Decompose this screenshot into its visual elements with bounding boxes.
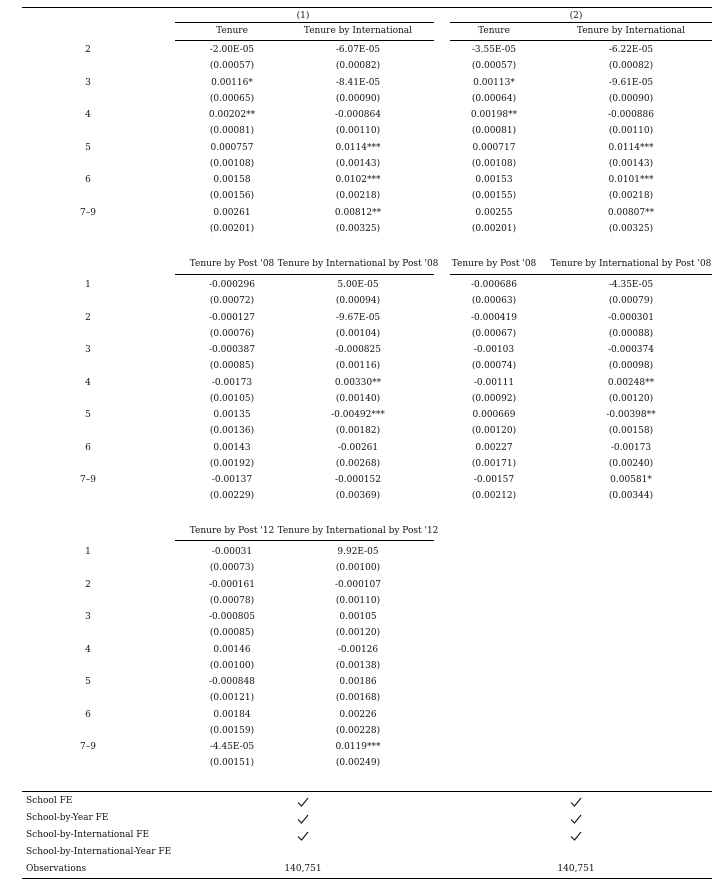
coefficient-cell: -4.45E-05: [209, 742, 255, 752]
coefficient-cell: -0.000374: [608, 345, 654, 355]
standard-error-cell: (0.00100): [209, 660, 255, 671]
column-header: Tenure by International by Post '08: [277, 259, 439, 269]
standard-error-cell: (0.00229): [209, 491, 255, 501]
top-rule: [22, 7, 712, 8]
checkmark-icon: [297, 796, 309, 808]
standard-error-cell: (0.00065): [209, 93, 255, 104]
footer-row-label: Observations: [26, 864, 87, 874]
coefficient-cell: -0.00492***: [331, 410, 385, 420]
coefficient-cell: 0.00261: [213, 207, 251, 218]
row-label: 7–9: [80, 207, 96, 218]
standard-error-cell: (0.00079): [608, 296, 654, 306]
standard-error-cell: (0.00192): [209, 458, 255, 469]
column-header: Tenure by International: [576, 26, 686, 36]
checkmark-icon: [570, 830, 582, 842]
row-label: 3: [85, 345, 91, 355]
standard-error-cell: (0.00168): [335, 693, 381, 703]
observations-col2: 140,751: [557, 864, 595, 874]
checkmark-icon: [297, 830, 309, 842]
coefficient-cell: -0.000161: [209, 579, 255, 590]
standard-error-cell: (0.00240): [608, 458, 654, 469]
observations-col1: 140,751: [284, 864, 322, 874]
coefficient-cell: 0.00330**: [334, 377, 382, 388]
coefficient-cell: -4.35E-05: [608, 280, 654, 290]
column-header: Tenure by Post '12: [189, 526, 275, 536]
column-2-spanner: [450, 22, 712, 23]
column-header: Tenure: [216, 26, 248, 36]
coefficient-cell: -0.00137: [211, 475, 253, 485]
row-label: 7–9: [80, 742, 96, 752]
footer-rule: [22, 791, 712, 792]
row-label: 2: [85, 312, 91, 323]
column-1-spanner: [175, 22, 434, 23]
coefficient-cell: -0.000387: [209, 345, 255, 355]
coefficient-cell: 0.00105: [339, 612, 377, 622]
checkmark-icon: [570, 796, 582, 808]
column-1-label: (1): [296, 11, 310, 21]
coefficient-cell: 0.00226: [339, 709, 377, 720]
row-label: 4: [85, 644, 91, 655]
column-header: Tenure by International: [303, 26, 413, 36]
row-label: 7–9: [80, 475, 96, 485]
coefficient-cell: -0.000864: [335, 110, 381, 120]
standard-error-cell: (0.00110): [335, 595, 381, 606]
standard-error-cell: (0.00136): [209, 426, 255, 436]
standard-error-cell: (0.00110): [608, 126, 654, 136]
coefficient-cell: -6.07E-05: [335, 45, 381, 55]
standard-error-cell: (0.00110): [335, 126, 381, 136]
footer-row-label: School-by-International FE: [26, 830, 150, 840]
standard-error-cell: (0.00082): [335, 61, 381, 71]
bottom-rule: [22, 878, 712, 879]
standard-error-cell: (0.00140): [335, 393, 381, 404]
standard-error-cell: (0.00138): [335, 660, 381, 671]
standard-error-cell: (0.00090): [608, 93, 654, 104]
row-label: 5: [85, 677, 91, 687]
header-rule: [175, 40, 434, 41]
standard-error-cell: (0.00120): [335, 628, 381, 638]
standard-error-cell: (0.00201): [471, 223, 517, 234]
coefficient-cell: -0.00173: [211, 377, 253, 388]
standard-error-cell: (0.00158): [608, 426, 654, 436]
standard-error-cell: (0.00325): [608, 223, 654, 234]
column-2-label: (2): [569, 11, 583, 21]
footer-row-label: School-by-Year FE: [26, 813, 109, 823]
standard-error-cell: (0.00082): [608, 61, 654, 71]
standard-error-cell: (0.00085): [209, 628, 255, 638]
column-header: Tenure: [478, 26, 510, 36]
coefficient-cell: 0.00153: [475, 175, 513, 185]
coefficient-cell: 0.000717: [472, 142, 516, 153]
standard-error-cell: (0.00121): [209, 693, 255, 703]
standard-error-cell: (0.00151): [209, 758, 255, 768]
row-label: 1: [85, 280, 91, 290]
standard-error-cell: (0.00228): [335, 725, 381, 736]
standard-error-cell: (0.00120): [471, 426, 517, 436]
coefficient-cell: 0.00184: [213, 709, 251, 720]
standard-error-cell: (0.00074): [471, 361, 517, 371]
coefficient-cell: 0.00248**: [607, 377, 655, 388]
coefficient-cell: 0.0102***: [335, 175, 381, 185]
coefficient-cell: 5.00E-05: [337, 280, 379, 290]
standard-error-cell: (0.00067): [471, 328, 517, 339]
row-label: 6: [85, 175, 91, 185]
column-header: Tenure by International by Post '08: [550, 259, 712, 269]
row-label: 4: [85, 110, 91, 120]
standard-error-cell: (0.00325): [335, 223, 381, 234]
coefficient-cell: -0.000107: [335, 579, 381, 590]
checkmark-icon: [297, 813, 309, 825]
row-label: 6: [85, 442, 91, 453]
standard-error-cell: (0.00078): [209, 595, 255, 606]
coefficient-cell: 0.00186: [339, 677, 377, 687]
coefficient-cell: -0.000152: [335, 475, 381, 485]
coefficient-cell: -9.67E-05: [335, 312, 381, 323]
standard-error-cell: (0.00090): [335, 93, 381, 104]
coefficient-cell: -6.22E-05: [608, 45, 654, 55]
coefficient-cell: 0.00198**: [470, 110, 518, 120]
coefficient-cell: -0.000825: [335, 345, 381, 355]
standard-error-cell: (0.00143): [608, 158, 654, 169]
standard-error-cell: (0.00081): [471, 126, 517, 136]
standard-error-cell: (0.00116): [335, 361, 381, 371]
standard-error-cell: (0.00182): [335, 426, 381, 436]
standard-error-cell: (0.00057): [209, 61, 255, 71]
coefficient-cell: -2.00E-05: [209, 45, 255, 55]
standard-error-cell: (0.00081): [209, 126, 255, 136]
coefficient-cell: -0.000301: [608, 312, 654, 323]
coefficient-cell: -0.000127: [209, 312, 255, 323]
standard-error-cell: (0.00088): [608, 328, 654, 339]
coefficient-cell: 0.00146: [213, 644, 251, 655]
coefficient-cell: -0.000805: [209, 612, 255, 622]
standard-error-cell: (0.00105): [209, 393, 255, 404]
standard-error-cell: (0.00369): [335, 491, 381, 501]
coefficient-cell: -0.00398**: [606, 410, 656, 420]
coefficient-cell: 0.00116*: [211, 77, 253, 88]
standard-error-cell: (0.00218): [335, 191, 381, 201]
coefficient-cell: -0.00111: [473, 377, 515, 388]
coefficient-cell: 0.00143: [213, 442, 251, 453]
standard-error-cell: (0.00156): [209, 191, 255, 201]
standard-error-cell: (0.00159): [209, 725, 255, 736]
standard-error-cell: (0.00108): [471, 158, 517, 169]
row-label: 3: [85, 77, 91, 88]
coefficient-cell: 0.00227: [475, 442, 513, 453]
coefficient-cell: 0.00135: [213, 410, 251, 420]
row-label: 4: [85, 377, 91, 388]
standard-error-cell: (0.00155): [471, 191, 517, 201]
standard-error-cell: (0.00201): [209, 223, 255, 234]
standard-error-cell: (0.00212): [471, 491, 517, 501]
coefficient-cell: -0.000886: [608, 110, 654, 120]
coefficient-cell: -0.00126: [337, 644, 379, 655]
standard-error-cell: (0.00073): [209, 563, 255, 573]
standard-error-cell: (0.00100): [335, 563, 381, 573]
coefficient-cell: -9.61E-05: [608, 77, 654, 88]
coefficient-cell: 0.00807**: [607, 207, 655, 218]
standard-error-cell: (0.00072): [209, 296, 255, 306]
coefficient-cell: -0.00173: [610, 442, 652, 453]
row-label: 2: [85, 579, 91, 590]
coefficient-cell: 0.00202**: [208, 110, 256, 120]
column-header: Tenure by International by Post '12: [277, 526, 439, 536]
row-label: 2: [85, 45, 91, 55]
coefficient-cell: 0.00812**: [334, 207, 382, 218]
row-label: 3: [85, 612, 91, 622]
coefficient-cell: -0.00157: [473, 475, 515, 485]
coefficient-cell: -0.00261: [337, 442, 379, 453]
coefficient-cell: 0.0119***: [335, 742, 381, 752]
row-label: 5: [85, 142, 91, 153]
standard-error-cell: (0.00120): [608, 393, 654, 404]
footer-row-label: School-by-International-Year FE: [26, 847, 172, 857]
standard-error-cell: (0.00268): [335, 458, 381, 469]
coefficient-cell: 0.000669: [472, 410, 516, 420]
standard-error-cell: (0.00064): [471, 93, 517, 104]
coefficient-cell: -3.55E-05: [471, 45, 517, 55]
footer-row-label: School FE: [26, 796, 73, 806]
standard-error-cell: (0.00092): [471, 393, 517, 404]
coefficient-cell: 0.0114***: [608, 142, 654, 153]
coefficient-cell: 0.00255: [475, 207, 513, 218]
standard-error-cell: (0.00104): [335, 328, 381, 339]
row-label: 5: [85, 410, 91, 420]
standard-error-cell: (0.00076): [209, 328, 255, 339]
standard-error-cell: (0.00218): [608, 191, 654, 201]
header-rule: [450, 40, 712, 41]
standard-error-cell: (0.00108): [209, 158, 255, 169]
standard-error-cell: (0.00098): [608, 361, 654, 371]
standard-error-cell: (0.00143): [335, 158, 381, 169]
coefficient-cell: -0.00103: [473, 345, 515, 355]
standard-error-cell: (0.00344): [608, 491, 654, 501]
coefficient-cell: -0.00031: [211, 547, 253, 557]
column-header: Tenure by Post '08: [451, 259, 537, 269]
row-label: 1: [85, 547, 91, 557]
standard-error-cell: (0.00094): [335, 296, 381, 306]
row-label: 6: [85, 709, 91, 720]
coefficient-cell: 0.00581*: [610, 475, 652, 485]
coefficient-cell: 0.0114***: [335, 142, 381, 153]
coefficient-cell: 0.00158: [213, 175, 251, 185]
coefficient-cell: -8.41E-05: [335, 77, 381, 88]
standard-error-cell: (0.00249): [335, 758, 381, 768]
coefficient-cell: -0.000848: [209, 677, 255, 687]
coefficient-cell: 9.92E-05: [337, 547, 379, 557]
standard-error-cell: (0.00057): [471, 61, 517, 71]
coefficient-cell: -0.000419: [471, 312, 517, 323]
coefficient-cell: -0.000296: [209, 280, 255, 290]
header-rule: [450, 274, 712, 275]
checkmark-icon: [570, 813, 582, 825]
standard-error-cell: (0.00171): [471, 458, 517, 469]
standard-error-cell: (0.00085): [209, 361, 255, 371]
header-rule: [175, 274, 434, 275]
coefficient-cell: 0.000757: [210, 142, 254, 153]
header-rule: [175, 540, 434, 541]
coefficient-cell: -0.000686: [471, 280, 517, 290]
standard-error-cell: (0.00063): [471, 296, 517, 306]
column-header: Tenure by Post '08: [189, 259, 275, 269]
coefficient-cell: 0.00113*: [473, 77, 515, 88]
coefficient-cell: 0.0101***: [608, 175, 654, 185]
